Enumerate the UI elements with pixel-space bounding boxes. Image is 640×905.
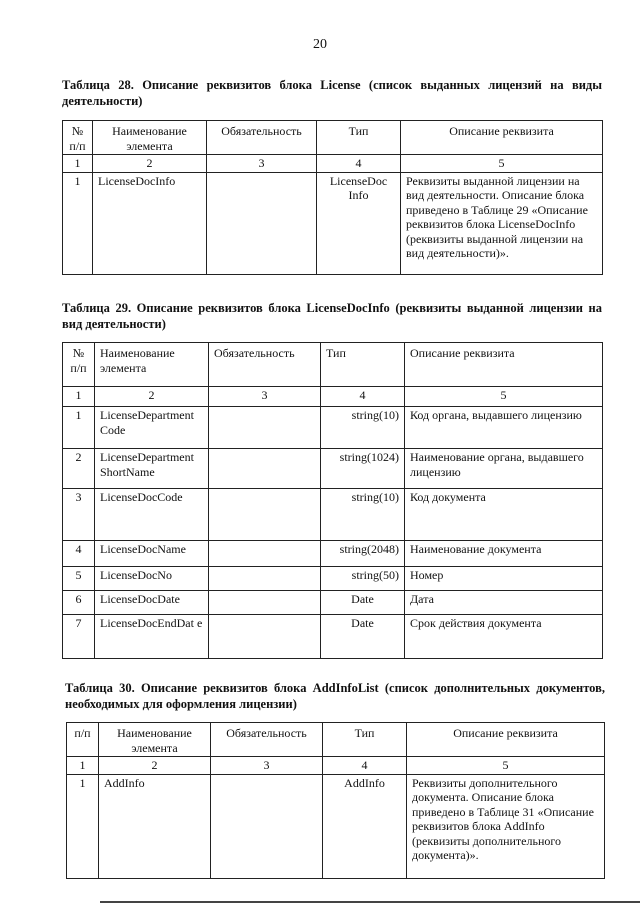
table-29 <box>62 342 603 659</box>
table-header-row <box>63 121 603 155</box>
row-name: AddInfo <box>99 774 211 878</box>
header-description: Описание реквизита <box>405 343 603 387</box>
row-description: Реквизиты дополнительного документа. Описание блока приведено в Таблице 31 «Описание реквизитов блока AddInfo (реквизиты дополнительного документа)». <box>407 774 605 878</box>
row-required <box>209 541 321 567</box>
row-num: 3 <box>63 489 95 541</box>
table-row <box>63 567 603 591</box>
table-row <box>63 615 603 659</box>
numbering-cell: 2 <box>93 155 207 173</box>
numbering-row <box>67 757 605 775</box>
table-header-row <box>67 723 605 757</box>
numbering-cell: 5 <box>401 155 603 173</box>
numbering-cell: 4 <box>323 757 407 775</box>
header-type: Тип <box>321 343 405 387</box>
row-type: string(10) <box>321 489 405 541</box>
row-type: string(10) <box>321 407 405 449</box>
header-name: Наименование элемента <box>95 343 209 387</box>
row-type: Date <box>321 591 405 615</box>
row-name: LicenseDocDate <box>95 591 209 615</box>
numbering-row <box>63 387 603 407</box>
header-required: Обязательность <box>207 121 317 155</box>
header-required: Обязательность <box>211 723 323 757</box>
row-required <box>207 172 317 274</box>
header-num: № п/п <box>63 121 93 155</box>
row-name: LicenseDepartment Code <box>95 407 209 449</box>
row-required <box>211 774 323 878</box>
header-num: п/п <box>67 723 99 757</box>
table-row <box>63 489 603 541</box>
row-description: Дата <box>405 591 603 615</box>
table-row <box>63 407 603 449</box>
numbering-cell: 5 <box>407 757 605 775</box>
numbering-cell: 3 <box>211 757 323 775</box>
numbering-cell: 4 <box>317 155 401 173</box>
row-type: LicenseDoc Info <box>317 172 401 274</box>
numbering-cell: 1 <box>67 757 99 775</box>
table-row <box>67 774 605 878</box>
row-type: string(50) <box>321 567 405 591</box>
row-num: 6 <box>63 591 95 615</box>
row-num: 1 <box>63 172 93 274</box>
row-num: 2 <box>63 449 95 489</box>
row-description: Срок действия документа <box>405 615 603 659</box>
row-num: 4 <box>63 541 95 567</box>
numbering-cell: 1 <box>63 155 93 173</box>
table-29-caption: Таблица 29. Описание реквизитов блока LicenseDocInfo (реквизиты выданной лицензии на вид деятельности) <box>62 301 602 331</box>
page-number: 20 <box>313 37 327 52</box>
row-name: LicenseDocInfo <box>93 172 207 274</box>
row-num: 1 <box>63 407 95 449</box>
row-type: string(2048) <box>321 541 405 567</box>
header-name: Наименование элемента <box>99 723 211 757</box>
row-name: LicenseDocName <box>95 541 209 567</box>
row-num: 5 <box>63 567 95 591</box>
table-28-caption: Таблица 28. Описание реквизитов блока License (список выданных лицензий на виды деятельности) <box>62 78 602 108</box>
header-description: Описание реквизита <box>407 723 605 757</box>
header-type: Тип <box>317 121 401 155</box>
row-required <box>209 615 321 659</box>
row-required <box>209 449 321 489</box>
row-type: AddInfo <box>323 774 407 878</box>
table-header-row <box>63 343 603 387</box>
row-type: Date <box>321 615 405 659</box>
numbering-cell: 3 <box>207 155 317 173</box>
row-required <box>209 591 321 615</box>
table-row <box>63 172 603 274</box>
row-description: Наименование документа <box>405 541 603 567</box>
table-row <box>63 449 603 489</box>
numbering-cell: 4 <box>321 387 405 407</box>
row-num: 1 <box>67 774 99 878</box>
header-description: Описание реквизита <box>401 121 603 155</box>
row-name: LicenseDocCode <box>95 489 209 541</box>
header-num: № п/п <box>63 343 95 387</box>
header-required: Обязательность <box>209 343 321 387</box>
row-num: 7 <box>63 615 95 659</box>
row-type: string(1024) <box>321 449 405 489</box>
table-row <box>63 541 603 567</box>
row-name: LicenseDocEndDat e <box>95 615 209 659</box>
row-required <box>209 407 321 449</box>
table-30 <box>66 722 605 879</box>
row-description: Реквизиты выданной лицензии на вид деятельности. Описание блока приведено в Таблице 29 «Описание реквизитов блока LicenseDocInfo (реквизиты выданной лицензии на вид деятельности)». <box>401 172 603 274</box>
header-name: Наименование элемента <box>93 121 207 155</box>
numbering-row <box>63 155 603 173</box>
table-30-caption: Таблица 30. Описание реквизитов блока AddInfoList (список дополнительных документов, необходимых для оформления лицензии) <box>65 681 605 711</box>
scan-edge-line <box>100 901 640 903</box>
numbering-cell: 3 <box>209 387 321 407</box>
header-type: Тип <box>323 723 407 757</box>
table-row <box>63 591 603 615</box>
numbering-cell: 2 <box>95 387 209 407</box>
row-required <box>209 489 321 541</box>
row-description: Номер <box>405 567 603 591</box>
row-name: LicenseDocNo <box>95 567 209 591</box>
row-description: Код документа <box>405 489 603 541</box>
row-description: Код органа, выдавшего лицензию <box>405 407 603 449</box>
numbering-cell: 5 <box>405 387 603 407</box>
numbering-cell: 1 <box>63 387 95 407</box>
row-required <box>209 567 321 591</box>
table-28 <box>62 120 603 275</box>
numbering-cell: 2 <box>99 757 211 775</box>
row-description: Наименование органа, выдавшего лицензию <box>405 449 603 489</box>
row-name: LicenseDepartment ShortName <box>95 449 209 489</box>
